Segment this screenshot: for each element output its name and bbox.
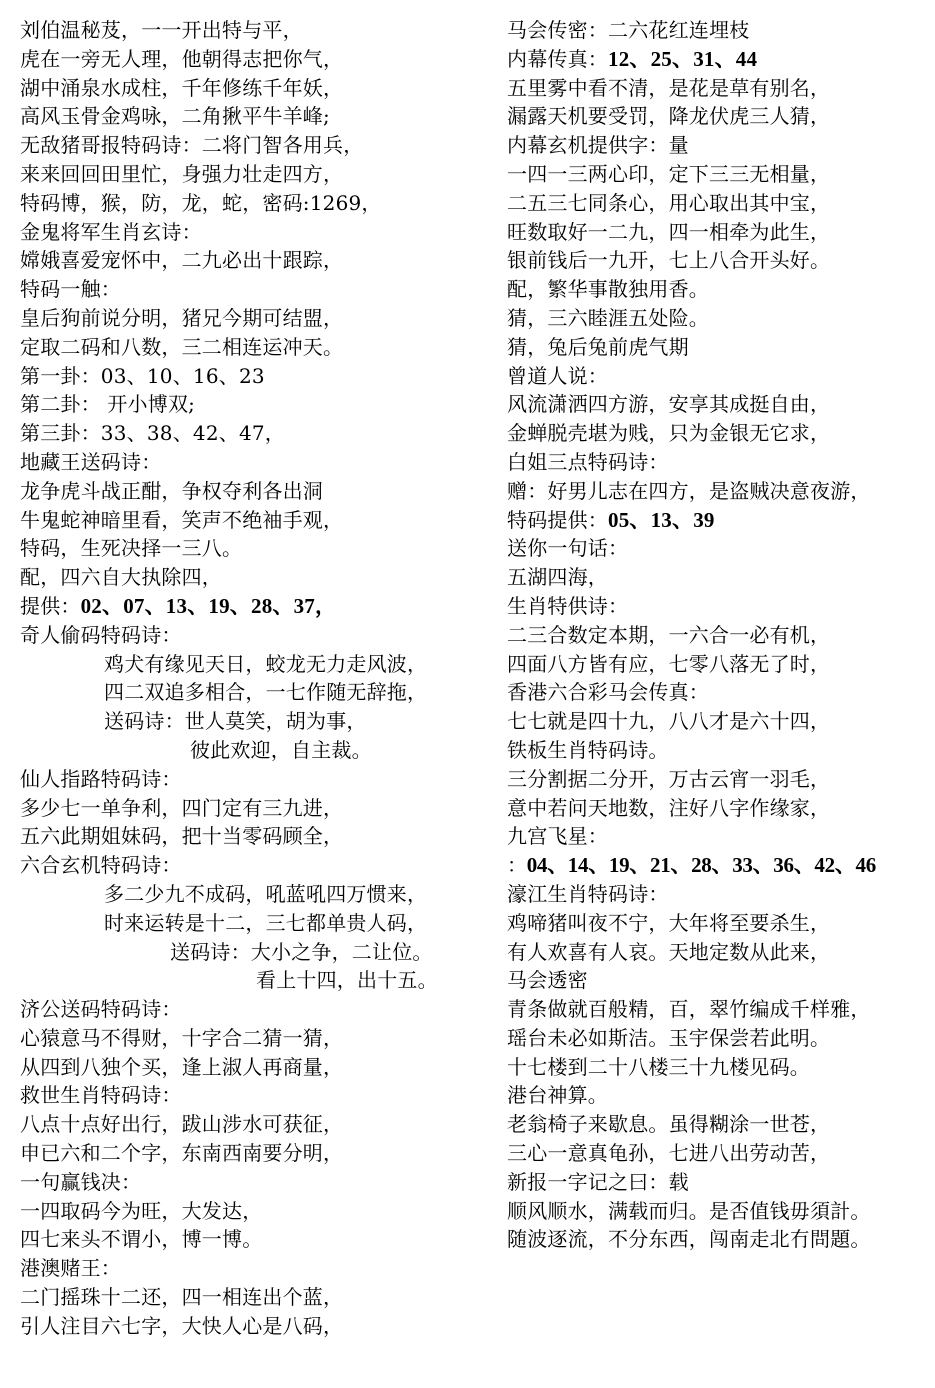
text-line xyxy=(507,1110,927,1139)
line-text: 申已六和二个字，东南西南要分明， xyxy=(20,1141,344,1166)
line-text: 风流潇洒四方游，安享其成挺自由， xyxy=(507,392,831,417)
text-line xyxy=(507,390,927,419)
text-line xyxy=(20,275,488,304)
text-line xyxy=(20,1283,488,1312)
text-line xyxy=(507,333,927,362)
text-line xyxy=(20,16,488,45)
line-text: 铁板生肖特码诗。 xyxy=(507,737,669,762)
line-text: 赠：好男儿志在四方，是盗贼决意夜游， xyxy=(507,478,871,503)
line-text: 特码一触： xyxy=(20,277,121,302)
line-numbers: 05、13、39 xyxy=(608,507,715,532)
line-text: 特码博，猴，防，龙，蛇，密码:1269， xyxy=(20,190,382,215)
text-line xyxy=(20,506,488,535)
text-line xyxy=(507,419,927,448)
line-text: 内幕玄机提供字：量 xyxy=(507,133,689,158)
line-text: 内幕传真： xyxy=(507,46,608,71)
line-text: 鸡犬有缘见天日，蛟龙无力走风波， xyxy=(104,651,428,676)
text-line xyxy=(507,275,927,304)
text-line xyxy=(20,390,488,419)
line-text: 濠江生肖特码诗： xyxy=(507,881,669,906)
line-text: 引人注目六七字，大快人心是八码， xyxy=(20,1313,344,1338)
text-line xyxy=(507,1197,927,1226)
text-line xyxy=(20,909,488,938)
text-line xyxy=(20,1312,488,1341)
line-text: 特码提供： xyxy=(507,507,608,532)
text-line xyxy=(20,995,488,1024)
line-text: 时来运转是十二，三七都单贵人码， xyxy=(104,910,428,935)
line-text: 嫦娥喜爱宠怀中，二九必出十跟踪， xyxy=(20,248,344,273)
text-line xyxy=(507,102,927,131)
text-line xyxy=(20,966,488,995)
line-text: 奇人偷码特码诗： xyxy=(20,622,182,647)
text-line xyxy=(507,477,927,506)
line-text: 从四到八独个买，逢上淑人再商量， xyxy=(20,1054,344,1079)
text-line xyxy=(20,1053,488,1082)
text-line xyxy=(507,74,927,103)
text-line xyxy=(20,765,488,794)
line-text: 二三合数定本期，一六合一必有机， xyxy=(507,622,831,647)
line-text: 猜，兔后兔前虎气期 xyxy=(507,334,689,359)
text-line xyxy=(507,189,927,218)
text-line xyxy=(20,45,488,74)
line-text: 青条做就百般精，百，翠竹编成千样雅， xyxy=(507,997,871,1022)
line-text: 湖中涌泉水成柱，千年修练千年妖， xyxy=(20,75,344,100)
text-line xyxy=(507,448,927,477)
text-line xyxy=(507,304,927,333)
text-line xyxy=(20,1254,488,1283)
text-line xyxy=(507,938,927,967)
text-line xyxy=(507,851,927,880)
text-line xyxy=(20,1197,488,1226)
line-text: 龙争虎斗战正酣，争权夺利各出洞 xyxy=(20,478,323,503)
line-text: 漏露天机要受罚，降龙伏虎三人猜， xyxy=(507,104,831,129)
text-line xyxy=(507,765,927,794)
line-text: 地藏王送码诗： xyxy=(20,449,162,474)
text-line xyxy=(20,621,488,650)
line-text: 无敌猪哥报特码诗：二将门智各用兵， xyxy=(20,133,364,158)
line-text: 顺风顺水，满载而归。是否值钱毋須計。 xyxy=(507,1198,871,1223)
text-line xyxy=(507,563,927,592)
line-text: 生肖特供诗： xyxy=(507,593,629,618)
text-line xyxy=(20,246,488,275)
line-text: 配，四六自大执除四， xyxy=(20,565,222,590)
line-text: 五里雾中看不清，是花是草有别名， xyxy=(507,75,831,100)
line-text: 定取二码和八数，三二相连运冲天。 xyxy=(20,334,344,359)
text-line xyxy=(507,506,927,535)
line-text: 一四一三两心印，定下三三无相量， xyxy=(507,161,831,186)
text-line xyxy=(507,1053,927,1082)
line-text: 六合玄机特码诗： xyxy=(20,853,182,878)
text-line xyxy=(507,707,927,736)
text-line xyxy=(20,1081,488,1110)
line-text: 济公送码特码诗： xyxy=(20,997,182,1022)
text-line xyxy=(20,534,488,563)
text-line xyxy=(507,45,927,74)
line-text: 第二卦： 开小博双; xyxy=(20,392,196,417)
text-line xyxy=(20,794,488,823)
line-text: 金蝉脱壳堪为贱，只为金银无它求， xyxy=(507,421,831,446)
text-line xyxy=(20,1024,488,1053)
text-line xyxy=(20,851,488,880)
line-text: 一四取码今为旺，大发达， xyxy=(20,1198,263,1223)
line-numbers: 04、14、19、21、28、33、36、42、46 xyxy=(526,853,876,878)
line-text: 瑶台未必如斯洁。玉宇保尝若此明。 xyxy=(507,1025,831,1050)
line-text: 马会传密：二六花红连埋枝 xyxy=(507,18,750,42)
text-line xyxy=(20,1225,488,1254)
line-text: ： xyxy=(507,853,527,878)
line-text: 曾道人说： xyxy=(507,363,608,388)
line-text: 看上十四，出十五。 xyxy=(256,968,438,993)
line-text: 港澳赌王： xyxy=(20,1256,121,1281)
line-text: 三分割据二分开，万古云宵一羽毛， xyxy=(507,766,831,791)
line-text: 八点十点好出行，跋山涉水可获征， xyxy=(20,1112,344,1137)
line-text: 意中若问天地数，注好八字作缘家， xyxy=(507,795,831,820)
line-text: 救世生肖特码诗： xyxy=(20,1083,182,1108)
text-line xyxy=(20,938,488,967)
text-line xyxy=(20,736,488,765)
line-text: 马会透密 xyxy=(507,968,588,993)
line-numbers: 02、07、13、19、28、37， xyxy=(80,593,337,618)
line-text: 港台神算。 xyxy=(507,1083,608,1108)
line-text: 旺数取好一二九，四一相牵为此生， xyxy=(507,219,831,244)
text-line xyxy=(507,16,927,45)
text-line xyxy=(507,995,927,1024)
line-text: 九宫飞星： xyxy=(507,824,608,849)
text-line xyxy=(507,736,927,765)
text-line xyxy=(20,477,488,506)
text-line xyxy=(507,246,927,275)
text-line xyxy=(20,333,488,362)
text-line xyxy=(507,1081,927,1110)
text-line xyxy=(507,1225,927,1254)
text-line xyxy=(20,1168,488,1197)
line-text: 十七楼到二十八楼三十九楼见码。 xyxy=(507,1054,810,1079)
text-line xyxy=(20,189,488,218)
text-line xyxy=(20,1139,488,1168)
text-line xyxy=(20,160,488,189)
text-line xyxy=(20,131,488,160)
text-line xyxy=(20,218,488,247)
left-column xyxy=(20,16,488,1341)
line-text: 七七就是四十九，八八才是六十四， xyxy=(507,709,831,734)
line-text: 仙人指路特码诗： xyxy=(20,766,182,791)
line-text: 第一卦：03、10、16、23 xyxy=(20,363,265,388)
line-text: 多二少九不成码，吼蓝吼四万惯来， xyxy=(104,881,428,906)
line-text: 五六此期姐妹码，把十当零码顾全， xyxy=(20,824,344,849)
line-text: 送码诗：世人莫笑，胡为事， xyxy=(104,709,367,734)
text-line xyxy=(507,131,927,160)
line-text: 三心一意真龟孙，七进八出劳动苦， xyxy=(507,1141,831,1166)
line-text: 新报一字记之曰：载 xyxy=(507,1169,689,1194)
line-text: 虎在一旁无人理，他朝得志把你气， xyxy=(20,46,344,71)
text-line xyxy=(507,678,927,707)
text-line xyxy=(20,448,488,477)
line-text: 金鬼将军生肖玄诗： xyxy=(20,219,202,244)
text-line xyxy=(507,1168,927,1197)
line-text: 牛鬼蛇神暗里看，笑声不绝袖手观， xyxy=(20,507,344,532)
line-text: 五湖四海， xyxy=(507,565,608,590)
text-line xyxy=(507,650,927,679)
line-text: 四二双追多相合，一七作随无辞拖， xyxy=(104,680,428,705)
line-text: 送你一句话： xyxy=(507,536,629,561)
line-text: 彼此欢迎，自主裁。 xyxy=(190,737,372,762)
line-text: 二门摇珠十二还，四一相连出个蓝， xyxy=(20,1285,344,1310)
line-text: 心猿意马不得财，十字合二猜一猜， xyxy=(20,1025,344,1050)
line-text: 第三卦：33、38、42、47， xyxy=(20,421,285,446)
text-line xyxy=(20,880,488,909)
line-text: 银前钱后一九开，七上八合开头好。 xyxy=(507,248,831,273)
line-text: 皇后狗前说分明，猪兄今期可结盟， xyxy=(20,305,344,330)
line-text: 二五三七同条心，用心取出其中宝， xyxy=(507,190,831,215)
line-text: 随波逐流，不分东西，闯南走北冇問題。 xyxy=(507,1227,871,1252)
line-text: 白姐三点特码诗： xyxy=(507,449,669,474)
text-line xyxy=(20,822,488,851)
text-line xyxy=(20,304,488,333)
line-numbers: 12、25、31、44 xyxy=(608,46,758,71)
line-text: 送码诗：大小之争，二让位。 xyxy=(170,939,433,964)
line-text: 配，繁华事散独用香。 xyxy=(507,277,709,302)
line-text: 有人欢喜有人哀。天地定数从此来， xyxy=(507,939,831,964)
text-line xyxy=(20,1110,488,1139)
line-text: 老翁椅子来歇息。虽得糊涂一世苍， xyxy=(507,1112,831,1137)
line-text: 鸡啼猪叫夜不宁，大年将至要杀生， xyxy=(507,910,831,935)
text-line xyxy=(20,102,488,131)
text-line xyxy=(507,362,927,391)
line-text: 高风玉骨金鸡咏，二角揪平牛羊峰; xyxy=(20,104,330,129)
text-line xyxy=(507,1024,927,1053)
text-line xyxy=(507,621,927,650)
text-line xyxy=(20,419,488,448)
text-line xyxy=(507,822,927,851)
line-text: 刘伯温秘芨，一一开出特与平， xyxy=(20,18,303,42)
text-line xyxy=(507,534,927,563)
line-text: 四面八方皆有应，七零八落无了时， xyxy=(507,651,831,676)
text-line xyxy=(20,678,488,707)
line-text: 四七来头不谓小，博一博。 xyxy=(20,1227,263,1252)
text-line xyxy=(507,909,927,938)
text-line xyxy=(507,592,927,621)
text-line xyxy=(507,1139,927,1168)
text-line xyxy=(507,880,927,909)
text-line xyxy=(20,362,488,391)
right-column xyxy=(507,16,927,1254)
line-text: 来来回回田里忙，身强力壮走四方， xyxy=(20,161,344,186)
line-text: 多少七一单争利，四门定有三九进， xyxy=(20,795,344,820)
line-text: 猜，三六睦涯五处险。 xyxy=(507,305,709,330)
text-line xyxy=(507,966,927,995)
line-text: 特码，生死决择一三八。 xyxy=(20,536,243,561)
text-line xyxy=(20,650,488,679)
line-text: 一句赢钱决： xyxy=(20,1169,142,1194)
text-line xyxy=(20,592,488,621)
text-line xyxy=(20,563,488,592)
line-text: 提供： xyxy=(20,593,81,618)
text-line xyxy=(20,707,488,736)
text-line xyxy=(20,74,488,103)
text-line xyxy=(507,218,927,247)
text-line xyxy=(507,160,927,189)
text-line xyxy=(507,794,927,823)
line-text: 香港六合彩马会传真： xyxy=(507,680,709,705)
